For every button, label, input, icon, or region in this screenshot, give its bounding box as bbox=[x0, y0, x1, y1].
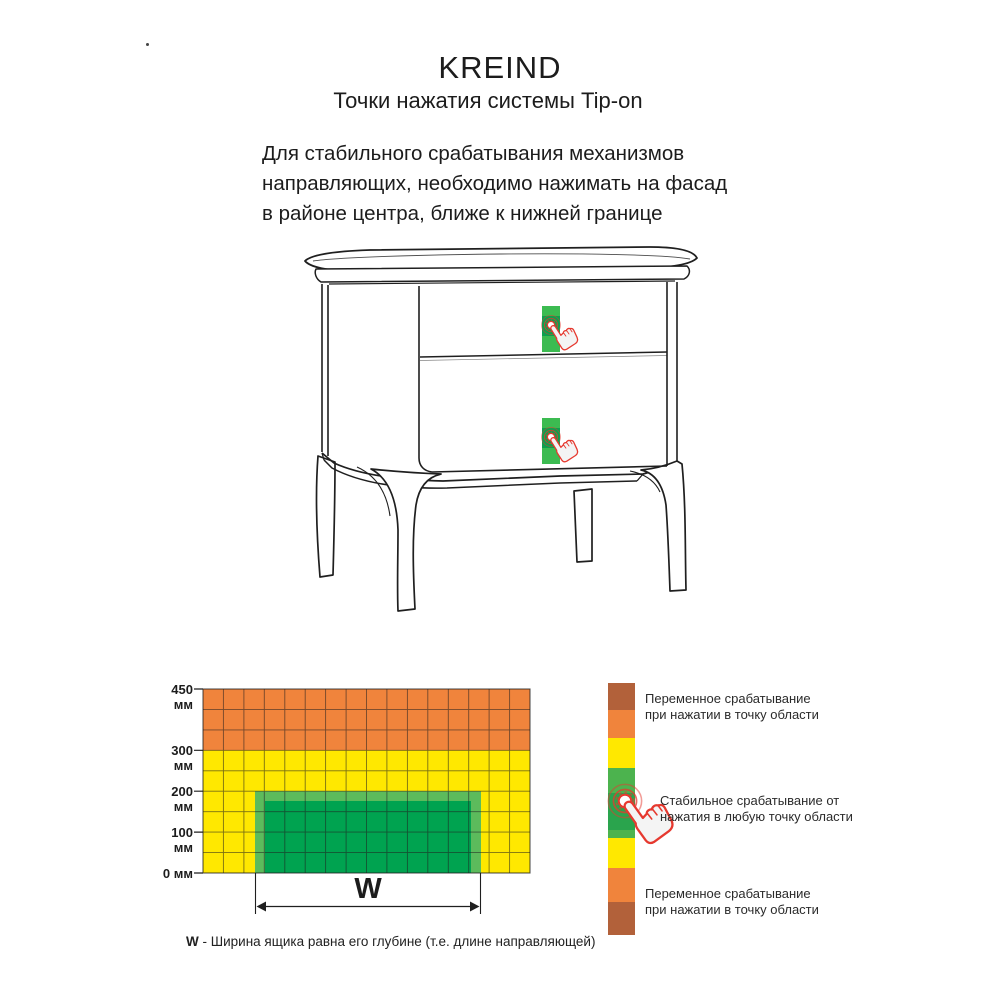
legend-item-line: при нажатии в точку области bbox=[645, 706, 819, 722]
zone-chart bbox=[150, 670, 600, 970]
ytick-300: 300 мм bbox=[171, 743, 193, 773]
ytick-450: 450 мм bbox=[171, 682, 193, 712]
legend-seg-yellow-top bbox=[608, 738, 635, 768]
width-marker-label: W bbox=[354, 873, 382, 905]
intro-line-3: в районе центра, ближе к нижней границе bbox=[262, 202, 663, 225]
intro-line-2: направляющих, необходимо нажимать на фасад bbox=[262, 172, 728, 195]
press-point-drawer-1 bbox=[542, 306, 581, 352]
drawer-left-edge bbox=[419, 286, 432, 472]
intro-text bbox=[262, 139, 727, 229]
legend-item-line: Стабильное срабатывание от bbox=[660, 793, 840, 808]
back-left-leg bbox=[317, 456, 335, 577]
ytick-0: 0 мм bbox=[162, 866, 193, 881]
width-arrow-head-left bbox=[257, 902, 267, 912]
chart-caption-text: - Ширина ящика равна его глубине (т.е. длине направляющей) bbox=[198, 934, 596, 949]
axis-tick-dashes bbox=[194, 689, 203, 873]
page-title: KREIND bbox=[438, 50, 562, 85]
ytick-200: 200 мм bbox=[171, 784, 193, 814]
ytick-100: 100 мм bbox=[171, 825, 193, 855]
page-subtitle: Точки нажатия системы Tip-on bbox=[333, 88, 643, 113]
legend-seg-orange-bottom bbox=[608, 868, 635, 902]
legend-item-line: нажатия в любую точку области bbox=[660, 808, 853, 824]
legend-seg-brown-bottom bbox=[608, 902, 635, 935]
front-right-leg bbox=[641, 461, 686, 591]
legend-item-line: Переменное срабатывание bbox=[645, 691, 811, 706]
stray-mark bbox=[146, 43, 149, 46]
furniture-illustration bbox=[260, 240, 730, 650]
chart-caption bbox=[186, 934, 595, 949]
width-arrow-head-right bbox=[470, 902, 480, 912]
legend-item-stable bbox=[660, 793, 853, 824]
press-point-drawer-2 bbox=[542, 418, 581, 464]
legend-item-variable-bottom bbox=[645, 886, 819, 917]
legend-item-line: Переменное срабатывание bbox=[645, 886, 811, 901]
tabletop-molding bbox=[315, 266, 689, 282]
legend-item-variable-top bbox=[645, 691, 819, 722]
intro-line-1: Для стабильного срабатывания механизмов bbox=[262, 142, 685, 165]
legend-seg-orange-top bbox=[608, 710, 635, 738]
carcass-left-edge bbox=[322, 284, 328, 456]
legend-seg-brown-top bbox=[608, 683, 635, 710]
legend-item-line: при нажатии в точку области bbox=[645, 901, 819, 917]
chart-caption-w: W bbox=[186, 934, 199, 949]
back-right-leg bbox=[574, 489, 592, 562]
carcass-right-edge bbox=[667, 282, 677, 466]
